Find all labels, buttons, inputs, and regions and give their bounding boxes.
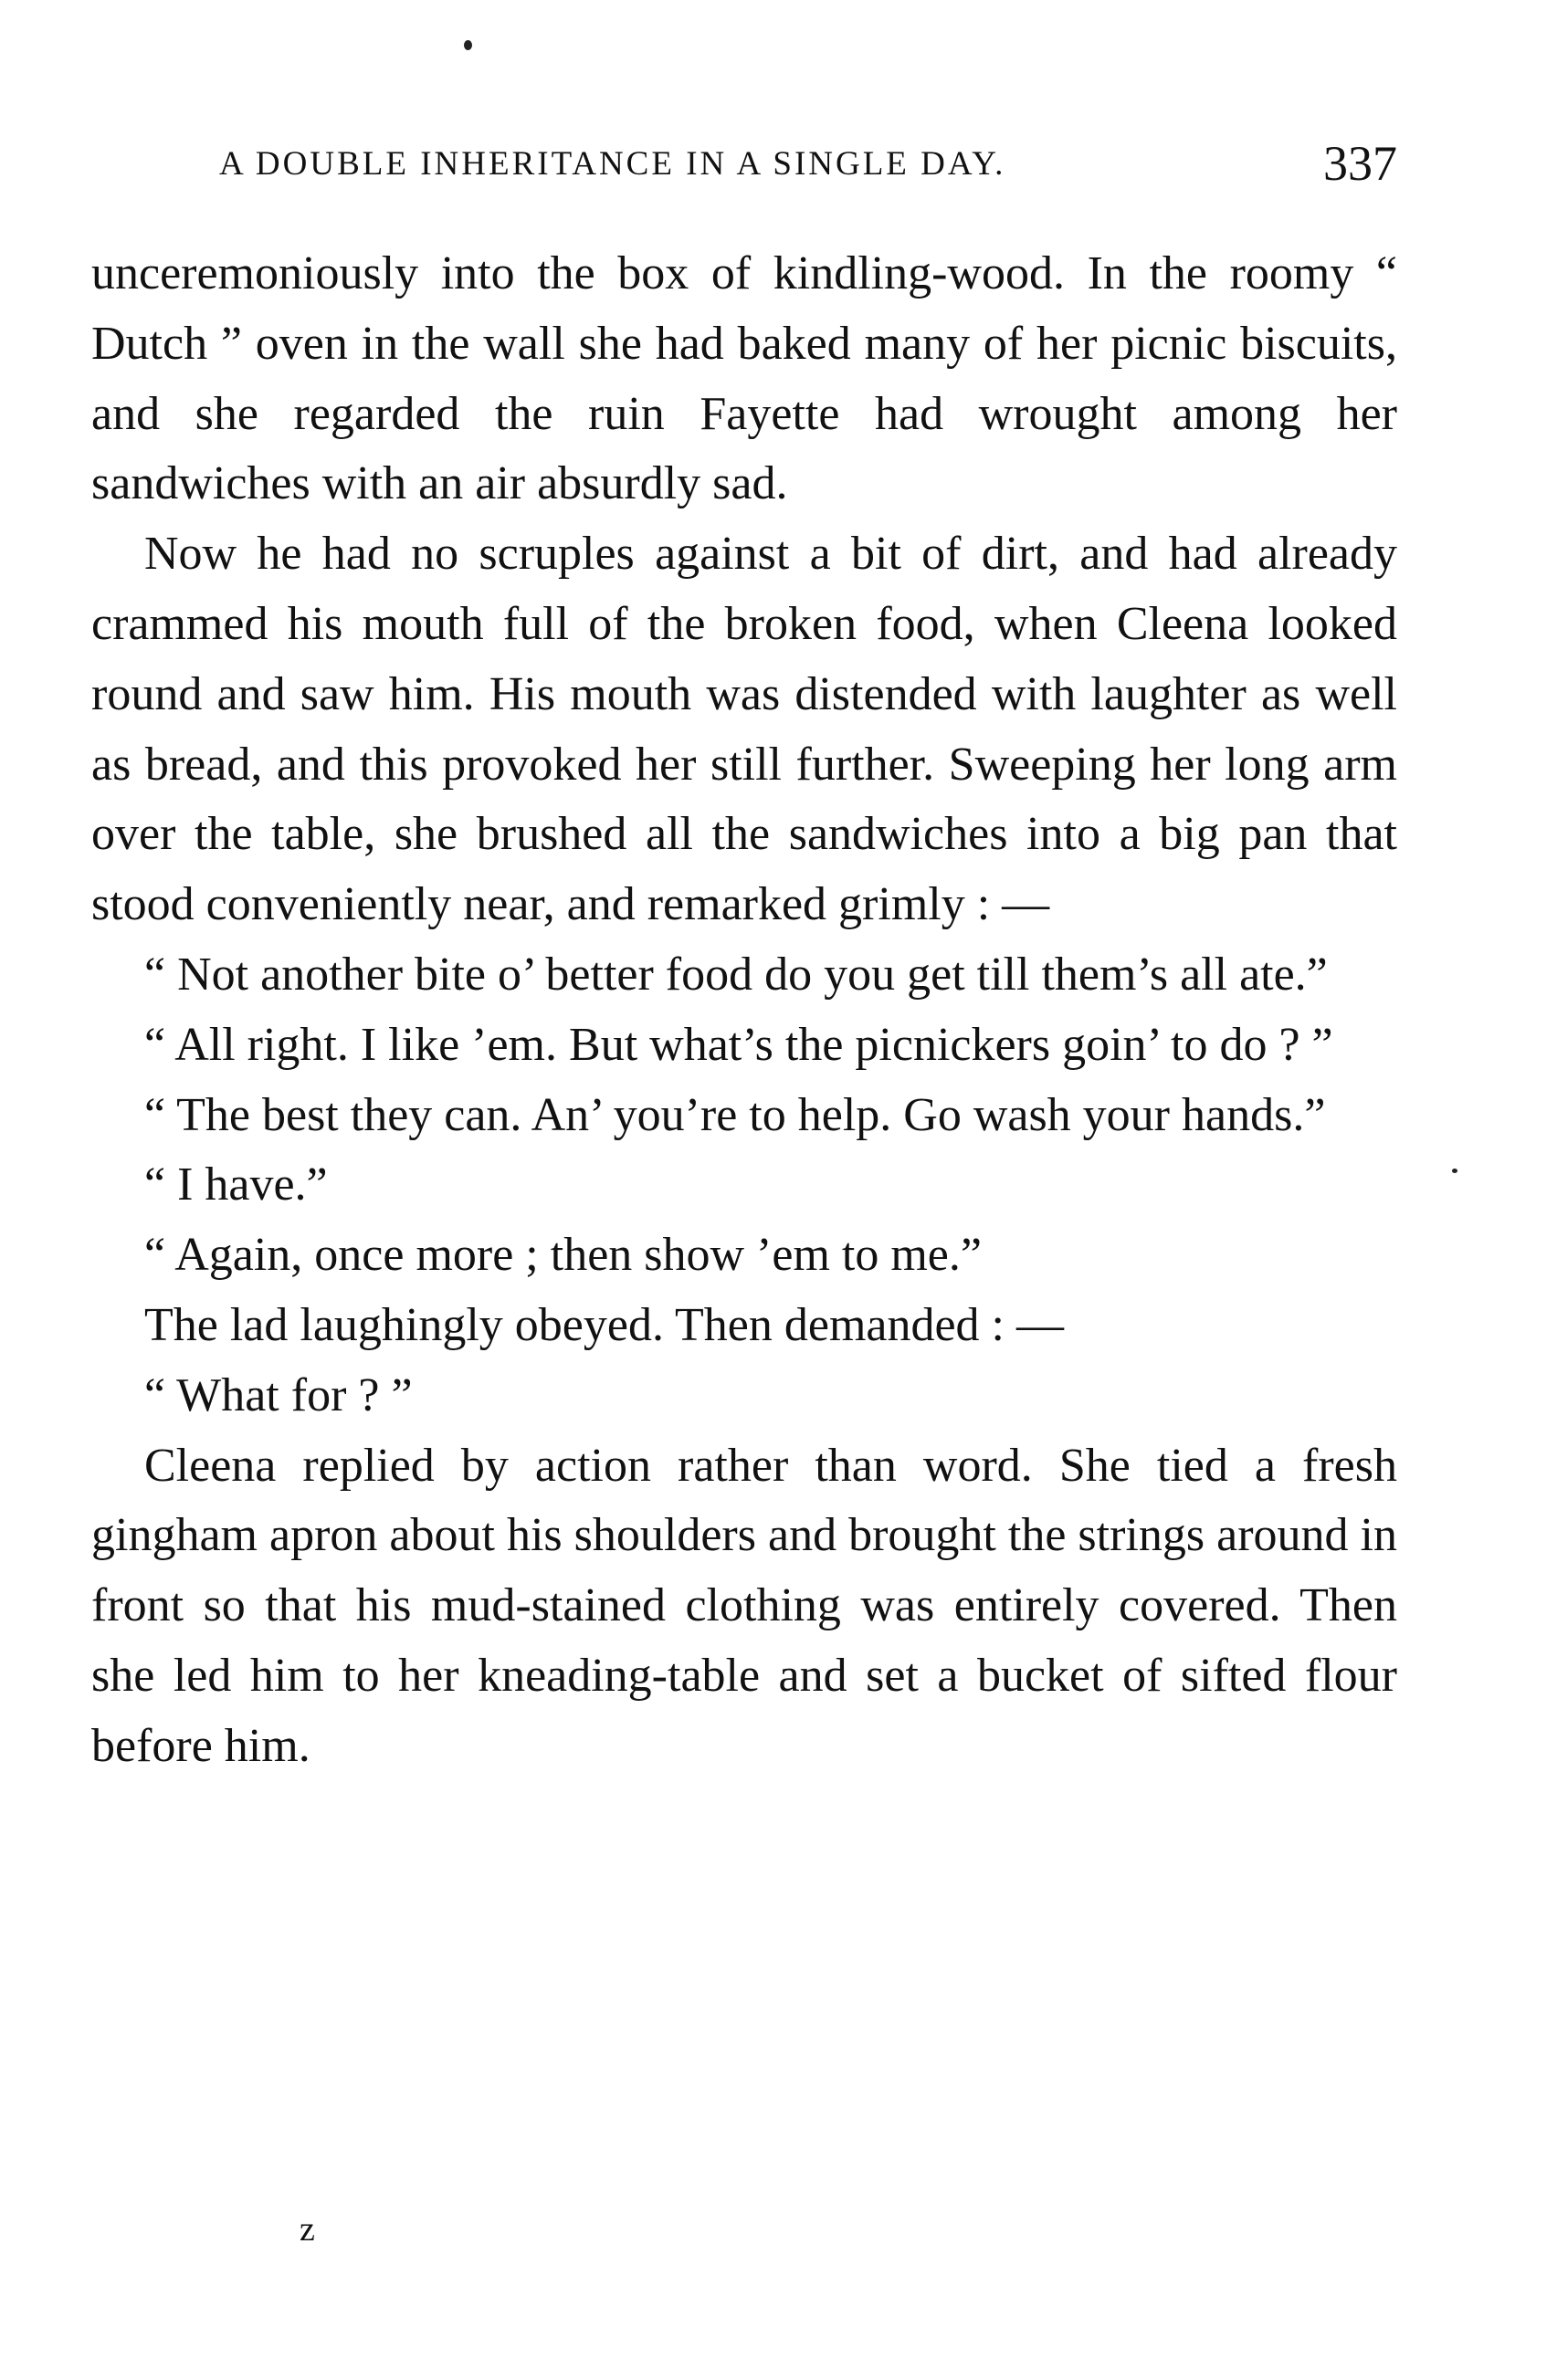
page-header [91,128,1397,201]
running-title: A DOUBLE INHERITANCE IN A SINGLE DAY. [219,145,1006,183]
ink-speck [1452,1169,1457,1173]
paragraph: Now he had no scruples against a bit of dirt, and had already crammed his mouth full of the broken food, when Cleena looked round and saw him. His mouth was distended with laughter as well as bread, and this provoked her still further. Sweeping her long arm over the table, she brushed all the sandwiches into a big pan that stood conveniently near, and remarked grimly : — [91,528,1397,931]
ink-speck [464,40,472,50]
paragraph: “ Not another bite o’ better food do you get till them’s all ate.” [144,948,1328,1001]
paragraph: “ I have.” [144,1159,328,1211]
paragraph: The lad laughingly obeyed. Then demanded : — [144,1298,1064,1351]
page-body-text [91,239,1397,1782]
signature-mark: z [300,2210,315,2249]
paragraph: “ What for ? ” [144,1368,413,1421]
paragraph: unceremoniously into the box of kindling-wood. In the roomy “ Dutch ” oven in the wall she had baked many of her picnic biscuits, and she regarded the ruin Fayette had wrought among her sandwiches with an air absurdly sad. [91,247,1397,510]
paragraph: “ The best they can. An’ you’re to help. Go wash your hands.” [144,1088,1326,1141]
paragraph: “ Again, once more ; then show ’em to me.” [144,1229,982,1282]
book-page [91,0,1397,2380]
paragraph: Cleena replied by action rather than word. She tied a fresh gingham apron about his shoulders and brought the strings around in front so that his mud-stained clothing was entirely covered. Then she led him to her kneading-table and set a bucket of sifted flour before him. [91,1439,1397,1772]
paragraph: “ All right. I like ’em. But what’s the picnickers goin’ to do ? ” [144,1018,1333,1071]
page-number: 337 [1323,136,1397,191]
